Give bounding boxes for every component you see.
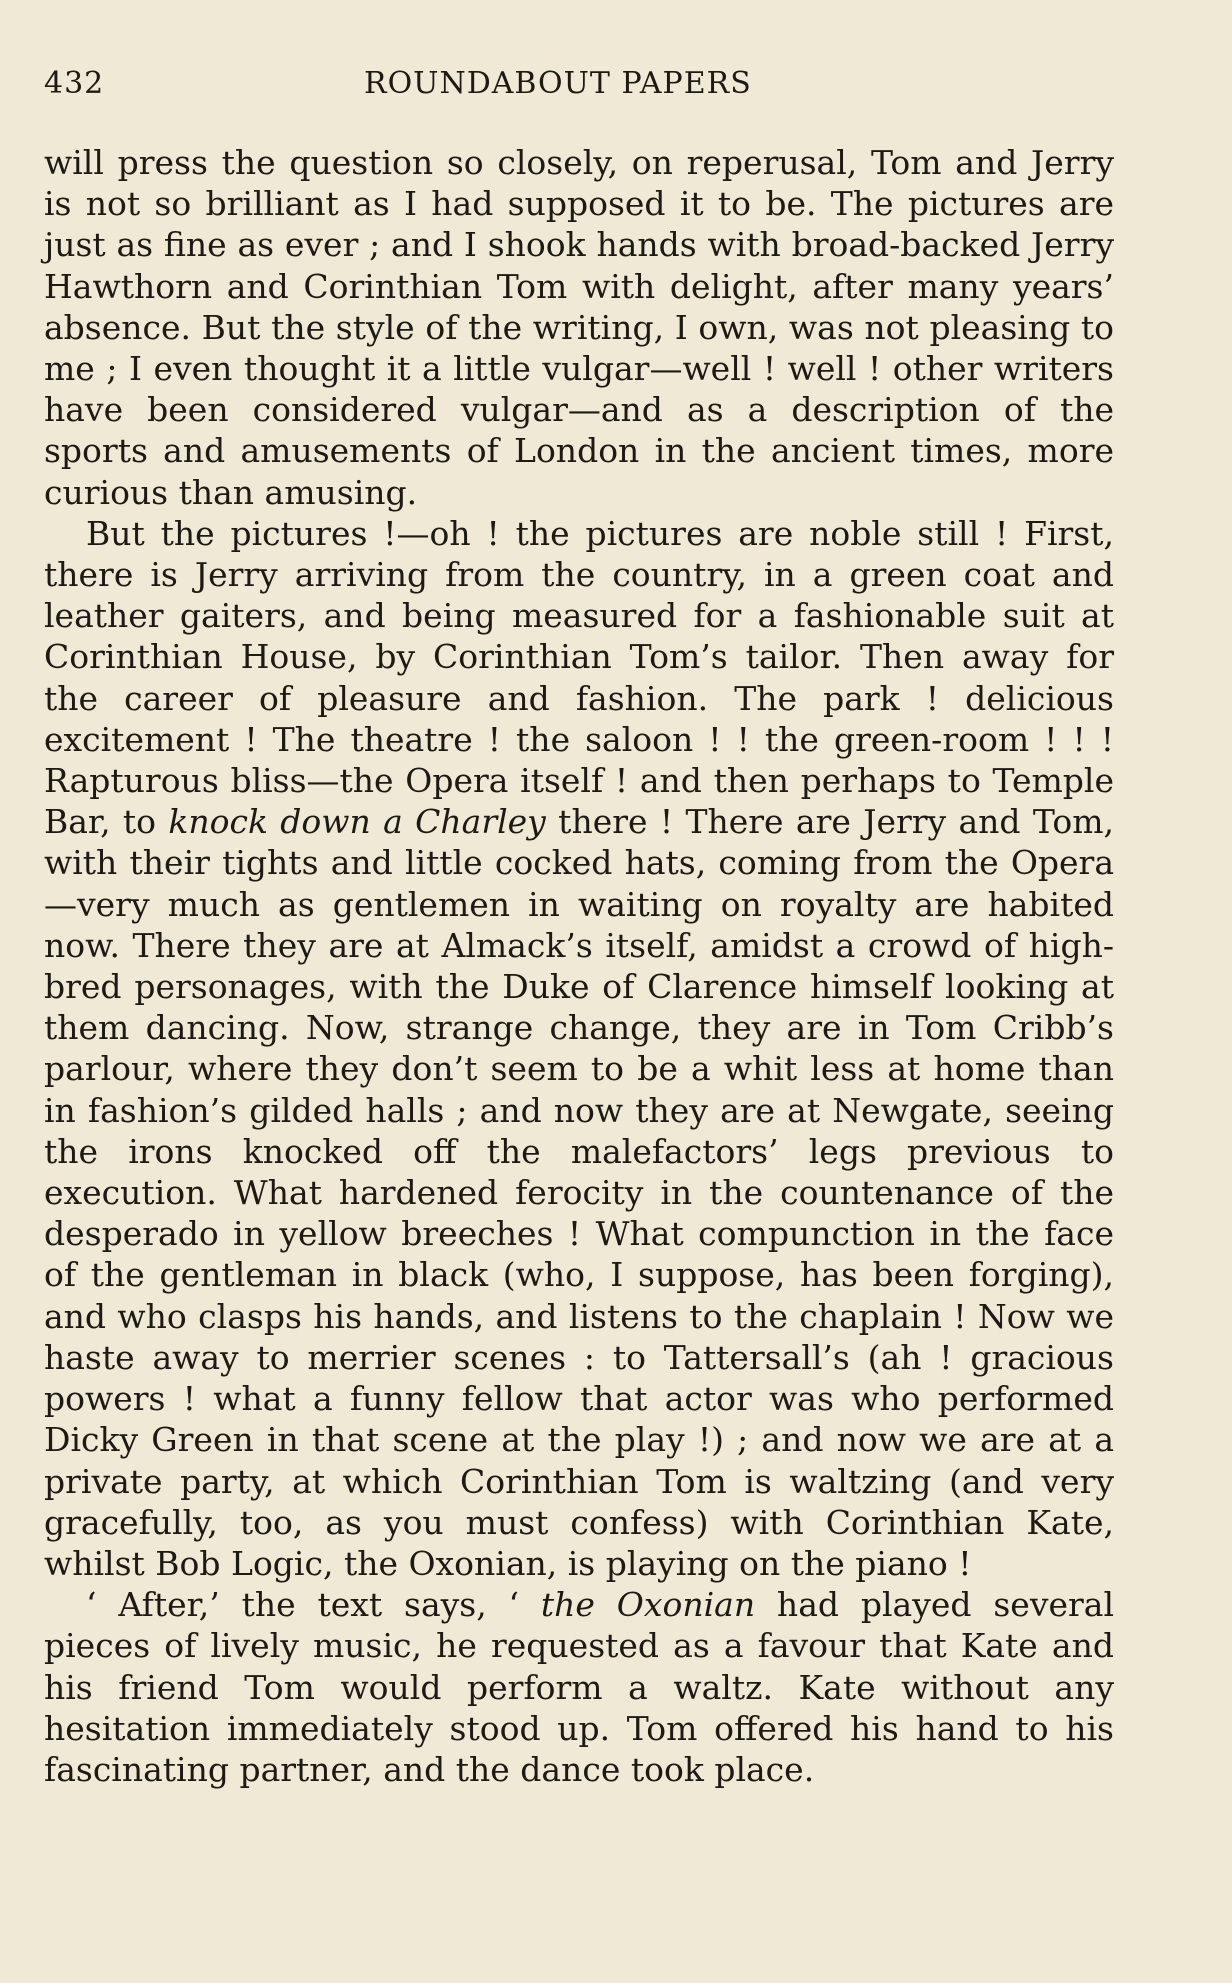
body-text — [44, 142, 1114, 1790]
paragraph-1: will press the question so closely, on reperusal, Tom and Jerry is not so brilliant as I had supposed it to be. The pictures are just as fine as ever ; and I shook hands with broad-backed Jerry Hawthorn and Corinthian Tom with delight, after many years’ absence. But the style of the writing, I own, was not pleasing to me ; I even thought it a little vulgar—well ! well ! other writers have been considered vulgar—and as a description of the sports and amusements of London in the ancient times, more curious than amusing. — [44, 143, 1114, 512]
paragraph-3-text-b: had played several pieces of lively music, he requested as a favour that Kate and his friend Tom would perform a waltz. Kate without any hesitation immediately stood up. Tom offered his hand to his fascinating partner, and the dance took place. — [44, 1585, 1114, 1789]
paragraph-2-text-a: But the pictures !—oh ! the pictures are noble still ! First, there is Jerry arriving from the country, in a green coat and leather gaiters, and being measured for a fashionable suit at Corinthian House, by Corinthian Tom’s tailor. Then away for the career of pleasure and fashion. The park ! delicious excitement ! The theatre ! the saloon ! ! the green-room ! ! ! Rapturous bliss—the Opera itself ! and then perhaps to Temple Bar, to — [44, 513, 1114, 842]
running-title: ROUNDABOUT PAPERS — [364, 66, 752, 101]
paragraph-3-text-a: ‘ After,’ the text says, ‘ — [86, 1585, 541, 1625]
paragraph-3-italic: the Oxonian — [540, 1585, 756, 1625]
page-number: 432 — [44, 66, 105, 101]
paragraph-2-italic: knock down a Charley — [168, 802, 546, 842]
paragraph-2-text-b: there ! There are Jerry and Tom, with their tights and little cocked hats, coming from the Opera—very much as gentlemen in waiting on royalty are habited now. There they are at Almack’s itself, amidst a crowd of high-bred personages, with the Duke of Clarence himself looking at them dancing. Now, strange change, they are in Tom Cribb’s parlour, where they don’t seem to be a whit less at home than in fashion’s gilded halls ; and now they are at Newgate, seeing the irons knocked off the malefactors’ legs previous to execution. What hardened ferocity in the countenance of the desperado in yellow breeches ! What compunction in the face of the gentleman in black (who, I suppose, has been forging), and who clasps his hands, and listens to the chaplain ! Now we haste away to merrier scenes : to Tattersall’s (ah ! gracious powers ! what a funny fellow that actor was who performed Dicky Green in that scene at the play !) ; and now we are at a private party, at which Corinthian Tom is waltzing (and very gracefully, too, as you must confess) with Corinthian Kate, whilst Bob Logic, the Oxonian, is playing on the piano ! — [44, 802, 1114, 1583]
paragraph-2 — [44, 513, 1114, 1584]
running-header — [44, 58, 1114, 110]
paragraph-3 — [44, 1584, 1114, 1790]
